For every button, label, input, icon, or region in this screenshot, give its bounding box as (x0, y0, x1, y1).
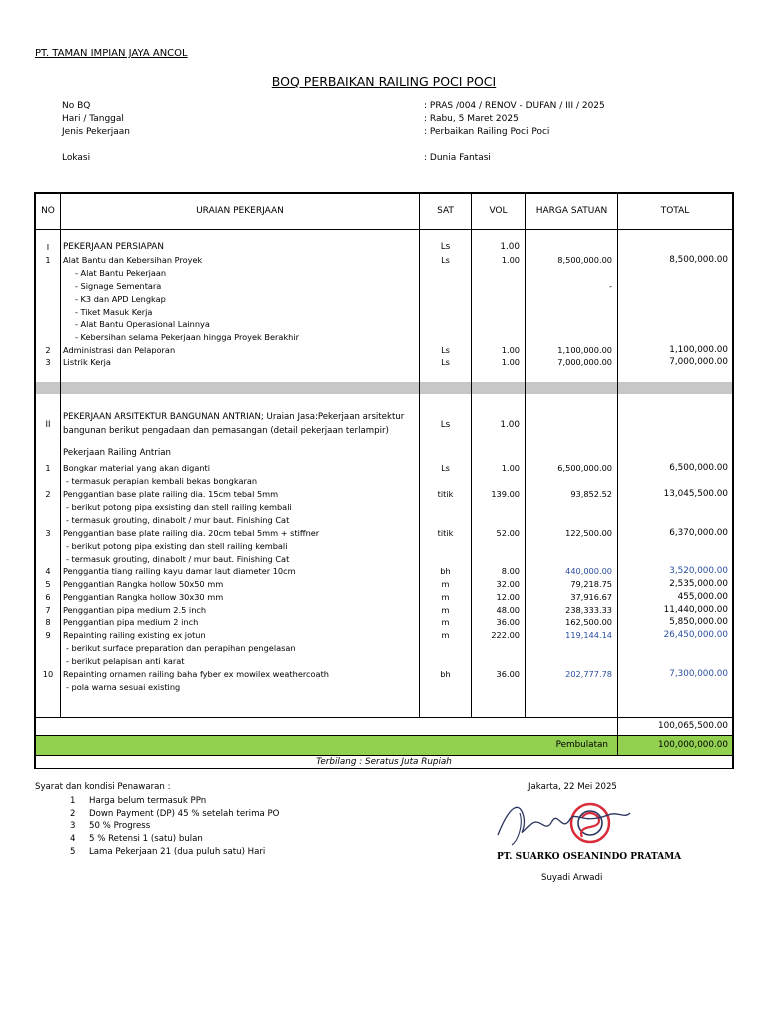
row-description: PEKERJAAN PERSIAPAN (63, 242, 164, 252)
row-unit: m (441, 579, 450, 589)
info-label-no-bq: No BQ (62, 101, 91, 111)
row-description: - berikut pelapisan anti karat (66, 656, 185, 666)
section-2-title-line2: bangunan berikut pengadaan dan pemasangan (detail pekerjaan terlampir) (63, 426, 389, 436)
row-total: 2,535,000.00 (669, 579, 728, 589)
header-sat: SAT (437, 206, 454, 216)
term-number: 5 (70, 846, 76, 857)
row-volume: 52.00 (496, 528, 520, 538)
table-row (0, 553, 768, 566)
company-name: PT. TAMAN IMPIAN JAYA ANCOL (35, 48, 188, 59)
info-label-job: Jenis Pekerjaan (62, 127, 130, 137)
header-desc: URAIAN PEKERJAAN (196, 206, 284, 216)
row-total: 1,100,000.00 (669, 345, 728, 355)
table-row (0, 331, 768, 344)
row-no: 7 (45, 605, 51, 615)
table-row (0, 578, 768, 591)
row-unit-price: 37,916.67 (570, 592, 612, 602)
signature-icon (490, 795, 670, 853)
row-no: 2 (45, 345, 51, 355)
info-value-no-bq: : PRAS /004 / RENOV - DUFAN / III / 2025 (424, 101, 605, 111)
row-description: - pola warna sesuai existing (66, 682, 181, 692)
table-row (0, 344, 768, 357)
row-unit-price: 202,777.78 (565, 669, 612, 679)
row-unit: bh (440, 669, 451, 679)
row-total: 6,500,000.00 (669, 463, 728, 473)
place-date: Jakarta, 22 Mei 2025 (528, 782, 617, 792)
row-description: - berikut surface preparation dan perapihan pengelasan (66, 643, 296, 653)
row-description: - berikut potong pipa existing dan stell railing kembali (66, 541, 288, 551)
row-unit: titik (437, 489, 454, 499)
info-label-location: Lokasi (62, 153, 91, 163)
row-description: Bongkar material yang akan diganti (63, 463, 211, 473)
table-row (0, 254, 768, 267)
row-unit: m (441, 592, 450, 602)
row-total: 7,300,000.00 (669, 669, 728, 679)
row-volume: 32.00 (496, 579, 520, 589)
row-description: - Kebersihan selama Pekerjaan hingga Proyek Berakhir (75, 332, 300, 342)
signer-name: Suyadi Arwadi (541, 873, 603, 883)
row-unit-price: 162,500.00 (565, 617, 612, 627)
row-volume: 1.00 (501, 463, 520, 473)
rounding-label: Pembulatan (555, 740, 608, 750)
signature-stamp (490, 795, 670, 853)
row-description: Penggantian base plate railing dia. 15cm tebal 5mm (63, 489, 279, 499)
table-row (0, 591, 768, 604)
table-row (0, 514, 768, 527)
table-row (0, 668, 768, 681)
row-unit-price: 7,000,000.00 (557, 357, 612, 367)
row-unit: titik (437, 528, 454, 538)
header-vol: VOL (489, 206, 508, 216)
table-row (0, 280, 768, 293)
row-no: 1 (45, 255, 51, 265)
info-value-location: : Dunia Fantasi (424, 153, 491, 163)
row-unit-price: 119,144.14 (565, 630, 612, 640)
term-text: 5 % Retensi 1 (satu) bulan (89, 834, 203, 845)
rounding-value: 100,000,000.00 (658, 740, 728, 750)
row-total: 5,850,000.00 (669, 617, 728, 627)
document-title: BOQ PERBAIKAN RAILING POCI POCI (271, 74, 497, 89)
term-text: 50 % Progress (89, 821, 151, 832)
section-2-subtitle: Pekerjaan Railing Antrian (63, 448, 171, 458)
row-volume: 222.00 (491, 630, 520, 640)
row-unit: Ls (441, 345, 450, 355)
info-value-date: : Rabu, 5 Maret 2025 (424, 114, 519, 124)
row-unit-price: 440,000.00 (565, 566, 612, 576)
table-row (0, 655, 768, 668)
row-description: Penggantian pipa medium 2.5 inch (63, 605, 207, 615)
table-row (0, 488, 768, 501)
table-row (0, 356, 768, 369)
subtotal-value: 100,065,500.00 (658, 721, 728, 731)
info-label-date: Hari / Tanggal (62, 114, 124, 124)
table-row (0, 681, 768, 694)
row-unit: Ls (441, 357, 450, 367)
table-row (0, 241, 768, 254)
row-unit: Ls (441, 463, 450, 473)
row-no: 3 (45, 357, 51, 367)
table-row (0, 267, 768, 280)
row-description: - Alat Bantu Operasional Lainnya (75, 319, 210, 329)
row-no: 2 (45, 489, 51, 499)
row-description: Alat Bantu dan Kebersihan Proyek (63, 255, 203, 265)
header-price: HARGA SATUAN (535, 206, 608, 216)
row-no: 6 (45, 592, 51, 602)
row-total: 11,440,000.00 (663, 605, 728, 615)
row-description: Penggantian base plate railing dia. 20cm tebal 5mm + stiffner (63, 528, 320, 538)
row-volume: 1.00 (501, 357, 520, 367)
row-no: 8 (45, 617, 51, 627)
amount-in-words: Terbilang : Seratus Juta Rupiah (316, 757, 452, 767)
row-description: Penggantian pipa medium 2 inch (63, 617, 199, 627)
row-unit: Ls (440, 242, 451, 252)
table-row (0, 306, 768, 319)
row-total: 8,500,000.00 (669, 255, 728, 265)
section-2-no: II (45, 420, 51, 430)
table-row (0, 565, 768, 578)
table-row (0, 462, 768, 475)
row-unit-price: 79,218.75 (570, 579, 612, 589)
table-row (0, 604, 768, 617)
row-unit: m (441, 630, 450, 640)
row-unit-price: 8,500,000.00 (557, 255, 612, 265)
row-no: I (46, 242, 50, 252)
row-description: Penggantian Rangka hollow 30x30 mm (63, 592, 224, 602)
row-unit-price: 1,100,000.00 (557, 345, 612, 355)
row-unit-price: 6,500,000.00 (557, 463, 612, 473)
row-description: - Tiket Masuk Kerja (75, 307, 153, 317)
row-description: - termasuk grouting, dinabolt / mur baut. Finishing Cat (66, 554, 290, 564)
table-row (0, 475, 768, 488)
row-volume: 12.00 (496, 592, 520, 602)
row-no: 3 (45, 528, 51, 538)
section-2-title-line1: PEKERJAAN ARSITEKTUR BANGUNAN ANTRIAN; Uraian Jasa:Pekerjaan arsitektur (63, 412, 405, 422)
row-volume: 139.00 (491, 489, 520, 499)
table-row (0, 293, 768, 306)
row-description: Repainting railing existing ex jotun (63, 630, 206, 640)
row-no: 10 (42, 669, 54, 679)
row-unit: Ls (441, 255, 450, 265)
row-description: - berikut potong pipa exsisting dan stell railing kembali (66, 502, 292, 512)
header-no: NO (41, 206, 55, 216)
term-number: 2 (70, 808, 76, 819)
row-description: Penggantia tiang railing kayu damar laut diameter 10cm (63, 566, 296, 576)
row-description: - Signage Sementara (75, 281, 162, 291)
section-2-sat: Ls (440, 420, 451, 430)
row-no: 5 (45, 579, 51, 589)
row-total: 3,520,000.00 (669, 566, 728, 576)
row-unit: m (441, 605, 450, 615)
row-total: 6,370,000.00 (669, 528, 728, 538)
table-row (0, 540, 768, 553)
row-volume: 8.00 (501, 566, 520, 576)
table-row (0, 527, 768, 540)
table-row (0, 318, 768, 331)
row-unit-price: 93,852.52 (570, 489, 612, 499)
row-description: - termasuk perapian kembali bekas bongkaran (66, 476, 258, 486)
row-description: Administrasi dan Pelaporan (63, 345, 176, 355)
row-volume: 48.00 (496, 605, 520, 615)
term-text: Harga belum termasuk PPn (89, 796, 207, 806)
row-total: 26,450,000.00 (663, 630, 728, 640)
row-description: - K3 dan APD Lengkap (75, 294, 166, 304)
section-separator (35, 382, 733, 394)
row-no: 1 (45, 463, 51, 473)
row-no: 4 (45, 566, 51, 576)
table-row (0, 642, 768, 655)
row-description: Penggantian Rangka hollow 50x50 mm (63, 579, 224, 589)
row-volume: 1.00 (501, 255, 520, 265)
row-total: 7,000,000.00 (669, 357, 728, 367)
term-number: 1 (70, 796, 76, 806)
term-number: 3 (70, 821, 76, 832)
row-total: 13,045,500.00 (663, 489, 728, 499)
term-text: Lama Pekerjaan 21 (dua puluh satu) Hari (89, 846, 266, 857)
stamp-company: PT. SUARKO OSEANINDO PRATAMA (497, 852, 682, 862)
row-unit-price: - (609, 281, 612, 291)
row-volume: 36.00 (496, 617, 520, 627)
row-unit: m (441, 617, 450, 627)
row-volume: 1.00 (500, 242, 520, 252)
row-unit-price: 122,500.00 (565, 528, 612, 538)
row-description: - Alat Bantu Pekerjaan (75, 268, 167, 278)
row-volume: 1.00 (501, 345, 520, 355)
table-row (0, 501, 768, 514)
table-row (0, 616, 768, 629)
row-description: - termasuk grouting, dinabolt / mur baut. Finishing Cat (66, 515, 290, 525)
row-description: Listrik Kerja (63, 357, 111, 367)
row-volume: 36.00 (496, 669, 520, 679)
table-row (0, 629, 768, 642)
row-unit-price: 238,333.33 (565, 605, 612, 615)
section-2-vol: 1.00 (500, 420, 520, 430)
header-total: TOTAL (660, 206, 690, 216)
terms-title: Syarat dan kondisi Penawaran : (35, 782, 171, 792)
term-text: Down Payment (DP) 45 % setelah terima PO (89, 808, 280, 819)
row-unit: bh (440, 566, 451, 576)
row-total: 455,000.00 (677, 592, 728, 602)
row-description: Repainting ornamen railing baha fyber ex mowilex weathercoath (63, 669, 329, 679)
term-number: 4 (70, 834, 76, 845)
row-no: 9 (45, 630, 51, 640)
info-value-job: : Perbaikan Railing Poci Poci (424, 127, 550, 137)
